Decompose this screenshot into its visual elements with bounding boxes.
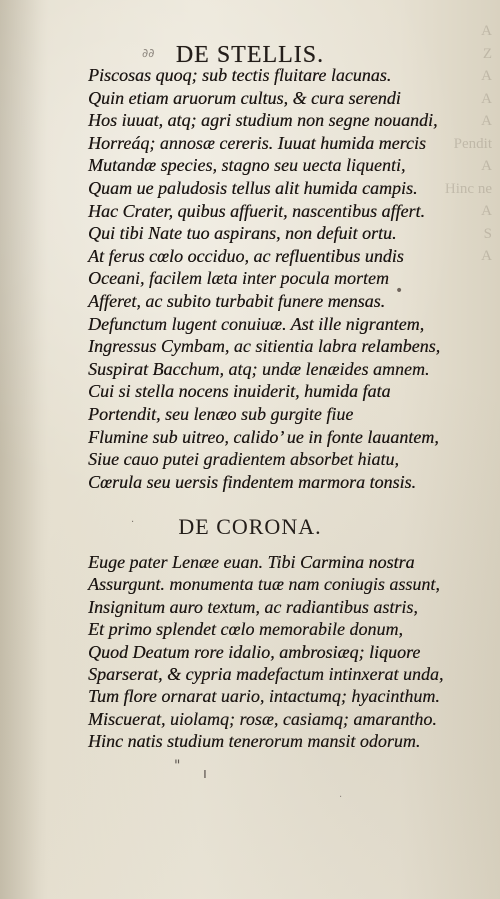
verse-line: Mutandæ species, stagno seu uecta liquenti,	[88, 155, 406, 176]
verse-line: Quam ue paludosis tellus alit humida campis.	[88, 177, 418, 198]
verse-line: Hac Crater, quibus affuerit, nascentibus affert.	[88, 200, 425, 221]
page-mark: ∂∂	[142, 46, 155, 60]
verse-line: Hos iuuat, atq; agri studium non segne nouandi,	[88, 110, 438, 131]
ink-speck: ·	[131, 517, 135, 528]
verse-line: Flumine sub uitreo, calido’ ue in fonte lauantem,	[88, 426, 439, 447]
verse-line: Quin etiam aruorum cultus, & cura serendi	[88, 87, 401, 108]
verse-line: Assurgunt. monumenta tuæ nam coniugis assunt,	[88, 574, 440, 595]
verse-line: Horreáq; annosæ cereris. Iuuat humida mercis	[88, 132, 426, 153]
showthrough-line: A	[481, 68, 492, 84]
ink-speck: ·	[339, 792, 343, 803]
verse-line: Euge pater Lenæe euan. Tibi Carmina nostra	[88, 552, 415, 572]
verse-line: Sparserat, & cypria madefactum intinxerat unda,	[88, 663, 444, 684]
verse-line: Insignitum auro textum, ac radiantibus astris,	[88, 596, 418, 617]
showthrough-line: S	[483, 225, 492, 242]
section-title: DE CORONA.	[178, 514, 322, 539]
page-title: DE STELLIS.	[175, 42, 325, 68]
verse-line: Miscuerat, uiolamq; rosæ, casiamq; amarantho.	[88, 708, 437, 729]
verse-line: Afferet, ac subito turbabit funere mensas.	[88, 290, 386, 311]
verse-block-de-corona	[88, 551, 476, 753]
showthrough-line: A	[481, 158, 492, 174]
showthrough-line: A	[481, 113, 492, 129]
verse-line: Suspirat Bacchum, atq; undæ lenæides amnem.	[88, 358, 430, 379]
verse-line: Hinc natis studium tenerorum mansit odorum.	[88, 731, 421, 752]
showthrough-line: A	[481, 203, 492, 219]
ink-speck: "	[174, 758, 181, 774]
showthrough-line: Pendit	[453, 135, 492, 152]
showthrough-line: A	[481, 90, 492, 107]
gutter-shadow	[0, 0, 48, 899]
verse-line: Cœrula seu uersis findentem marmora tonsis.	[88, 471, 417, 492]
verse-block-de-stellis	[88, 64, 476, 493]
verse-line: Cui si stella nocens inuiderit, humida fata	[88, 381, 391, 402]
verse-line: Siue cauo putei gradientem absorbet hiatu,	[88, 449, 399, 470]
ink-speck: ı	[203, 766, 207, 782]
showthrough-line: Hinc ne	[444, 180, 492, 197]
verse-line: At ferus cœlo occiduo, ac refluentibus undis	[88, 245, 404, 266]
showthrough-line: Z	[482, 45, 492, 62]
margin-ornament: •	[395, 283, 404, 299]
verse-line: Qui tibi Nate tuo aspirans, non defuit ortu.	[88, 223, 397, 244]
verse-line: Portendit, seu lenæo sub gurgite fiue	[88, 403, 354, 424]
verse-line: Ingressus Cymbam, ac sitientia labra relambens,	[88, 336, 441, 357]
verse-line: Oceani, facilem læta inter pocula mortem	[88, 268, 389, 289]
verse-line: Et primo splendet cœlo memorabile donum,	[88, 619, 403, 640]
verse-line: Quod Deatum rore idalio, ambrosiæq; liquore	[88, 641, 421, 662]
verse-line: Tum flore ornarat uario, intactumq; hyacinthum.	[88, 686, 440, 707]
verse-line: Piscosas quoq; sub tectis fluitare lacunas.	[88, 65, 392, 85]
showthrough-line: A	[481, 23, 492, 39]
showthrough-line: A	[481, 248, 492, 264]
verse-line: Defunctum lugent conuiuæ. Ast ille nigrantem,	[88, 313, 425, 334]
